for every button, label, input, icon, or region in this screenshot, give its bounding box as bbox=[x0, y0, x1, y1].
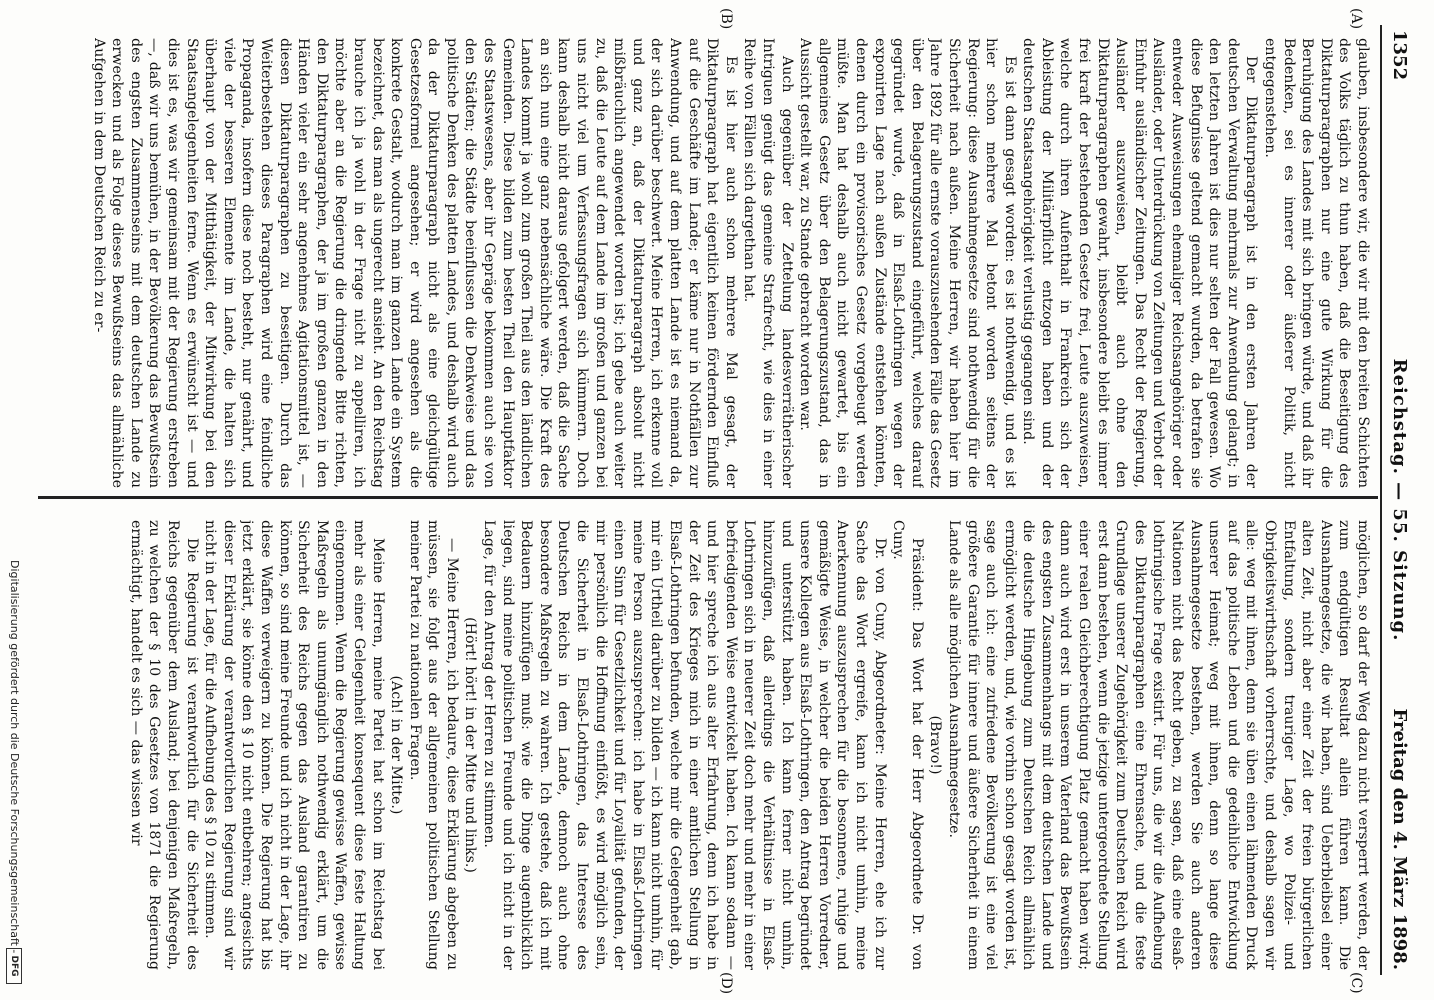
paragraph: Es ist dann gesagt worden: es ist nothwendig, und es ist hier schon mehrere Mal betont worden seitens der Regierung: diese Ausnahmegesetze sind nothwendig für die Sicherheit nach außen. Meine Herren, wir haben hier im Jahre 1892 für alle ernste vorauszusehenden Fälle das Gesetz über den Belagerungszustand eingeführt, welches darauf gegründet wurde, daß in Elsaß-Lothringen wegen der exponirten Lage nach außen Zustände entstehen könnten, denen durch ein provisorisches Gesetz vorgebeugt werden müßte. Man hat deshalb auch nicht gewartet, bis ein allgemeines Gesetz über den Belagerungszustand, das in Aussicht gestellt war, zu Stande gebracht worden war. bbox=[797, 38, 1018, 488]
page-number: 1352 bbox=[1389, 30, 1410, 81]
dfg-logo: DFG bbox=[6, 948, 22, 984]
left-column bbox=[42, 38, 1372, 488]
paragraph: Meine Herren, meine Partei hat schon im Reichstag bei mehr als einer Gelegenheit konsequent diese feste Haltung eingenommen. Wenn die Regierung gewisse Waffen, gewisse Maßregeln als unumgänglich nothwendig erklärt, um die Sicherheit des Reichs gegen das Ausland garantiren zu können, so sind meine Freunde und ich nicht in der Lage, ihr diese Waffen verweigern zu können. Die Regierung hat bis jetzt erklärt, sie könne den § 10 nicht entbehren; angesichts dieser Erklärung der verantwortlichen Regierung sind wir nicht in der Lage, für die Aufhebung des § 10 zu stimmen. bbox=[202, 520, 386, 970]
paragraph: — Meine Herren, ich bedaure, diese Erklärung abgeben zu müssen, sie folgt aus der allgemeinen politischen Stellung meiner Partei zu nationalen Fragen. bbox=[406, 520, 460, 970]
speech-cuny: Dr. von Cuny, Abgeordneter: Meine Herren, ehe ich zur Sache das Wort ergreife, kann ich nicht umhin, meine Anerkennung auszusprechen für die besonnene, ruhige und gemäßigte Weise, in welcher die beiden Herren Vorredner, unsere Kollegen aus Elsaß-Lothringen, den Antrag begründet und unterstützt haben. Ich kann ferner nicht umhin, hinzuzufügen, daß allerdings die Verhältnisse in Elsaß-Lothringen sich in neuerer Zeit doch mehr und mehr in einer befriedigenden Weise entwickelt haben. Ich kann sodann — und hier spreche ich aus alter Erfahrung, denn ich habe in der Zeit des Krieges mich in einer amtlichen Stellung in Elsaß-Lothringen befunden, welche mir die Gelegenheit gab, mir ein Urtheil darüber zu bilden — ich kann nicht umhin, für meine Person auszusprechen: ich habe in Elsaß-Lothringen einen Sinn für Gesetzlichkeit und für Loyalität gefunden, der mir persönlich die Hoffnung einflößt, es wird möglich sein, die Sicherheit in Elsaß-Lothringen, das Interesse des Deutschen Reichs in dem Lande, dennoch auch ohne besondere Maßregeln zu wahren. Ich gestehe, daß ich mit Bedauern hinzufügen muß: wie die Dinge augenblicklich liegen, sind meine politischen Freunde und ich nicht in der Lage, für den Antrag der Herren zu stimmen. bbox=[481, 520, 888, 970]
paragraph: Es ist hier auch schon mehrere Mal gesagt, der Diktaturparagraph hat eigentlich keinen fördernden Einfluß auf die Geschäfte im Lande; er käme nur in Nothfällen zur Anwendung, und auf dem platten Lande ist es niemand da, der sich darüber beschwert. Meine Herren, ich erkenne voll und ganz an, daß der Diktaturparagraph absolut nicht mißbräuchlich angewendet worden ist; ich gebe auch weiter zu, daß die Leute auf dem Lande im großen und ganzen bei uns nicht viel um Verfassungsfragen sich kümmern. Doch kann deshalb nicht daraus gefolgert werden, daß die Sache an sich nun eine ganz nebensächliche wäre. Die Kraft des Landes kommt ja wohl zum großen Theil aus den ländlichen Gemeinden. Diese bilden zum besten Theil den Hauptfaktor des Staatswesens, aber ihr Gepräge bekommen auch sie von den Städten; die Städte beeinflussen die Denkweise und das politische Denken des platten Landes, und deshalb wird auch da der Diktaturparagraph nicht als eine gleichgültige Gesetzesformel angesehen; er wird angesehen als die konkrete Gestalt, wodurch man im ganzen Lande ein System bezeichnet, das man als ungerecht ansieht. An den Reichstag brauche ich ja wohl in der Frage nicht zu appelliren, ich möchte aber an die Regierung die dringende Bitte richten, den Diktaturparagraphen, der ja im großen ganzen in den Händen vieler ein sehr angenehmes Agitationsmittel ist, — diesen Diktaturparagraphen zu beseitigen. Durch das Weiterbestehen dieses Paragraphen wird eine feindliche Propaganda, insofern diese noch besteht, nur genährt, und viele der besseren Elemente im Lande, die halten sich überhaupt von der Mitthätigkeit, der Mitwirkung bei den Staatsangelegenheiten ferne. Wenn es erwünscht ist — und dies ist es, was wir gemeinsam mit der Regierung erstreben —, daß wir uns bemühen, in der Bevölkerung das Bewußtsein des engsten Zusammenseins mit dem deutschen Lande zu erwecken und als Folge dieses Bewußtseins das allmähliche Aufgehen in dem Deutschen Reich zu er- bbox=[90, 38, 739, 488]
margin-letter-c: (C) bbox=[1348, 972, 1364, 994]
digitization-footer bbox=[4, 0, 24, 1000]
paragraph: Auch gegenüber der Zettelung landesverrätherischer Intriguen genügt das gemeine Strafrecht, wie dies in einer Reihe von Fällen sich dargethan hat. bbox=[741, 38, 795, 488]
paragraph: Der Diktaturparagraph ist in den ersten Jahren der deutschen Verwaltung mehrmals zur Anwendung gelangt; in den letzten Jahren ist dies nur selten der Fall gewesen. Wo diese Befugnisse geltend gemacht wurden, da betrafen sie entweder Ausweisungen ehemaliger Reichsangehöriger oder Ausländer, oder Unterdrückung von Zeitungen und Verbot der Einfuhr ausländischer Zeitungen. Das Recht der Regierung, Ausländer auszuweisen, bleibt auch ohne den Diktaturparagraphen gewahrt, insbesondere bleibt es immer frei kraft der bestehenden Gesetze frei, Leute auszuweisen, welche durch ihren Aufenthalt in Frankreich sich der Ableistung der Militärpflicht entzogen haben und der deutschen Staatsangehörigkeit verlustig gegangen sind. bbox=[1020, 38, 1260, 488]
margin-letter-b: (B) bbox=[718, 8, 734, 30]
column-divider bbox=[38, 496, 1378, 499]
paragraph: Die Regierung ist verantwortlich für die Sicherheit des Reichs gegenüber dem Ausland; bei denjenigen Maßregeln, zu welchen der § 10 des Gesetzes von 1871 die Regierung ermächtigt, handelt es sich — das wissen wir bbox=[127, 520, 200, 970]
paragraph: möglichen, so darf der Weg dazu nicht versperrt werden, der zum endgültigen Resultat allein führen kann. Die Ausnahmegesetze, die wir haben, sind Ueberbleibsel einer alten Zeit, nicht aber einer Zeit der freien bürgerlichen Entfaltung, sondern trauriger Lage, wo Polizei- und Obrigkeitswirthschaft vorherrschte, und deshalb sagen wir alle: weg mit ihnen, denn sie üben einen lähmenden Druck auf das politische Leben und die gedeihliche Entwicklung unserer Heimat; weg mit ihnen, denn so lange diese Ausnahmegesetze bestehen, werden Sie auch anderen Nationen nicht das Recht geben, zu sagen, daß eine elsaß-lothringische Frage existirt. Für uns, die wir die Aufhebung des Diktaturparagraphen eine Ehrensache, und die feste Grundlage unserer Zugehörigkeit zum Deutschen Reich wird erst dann bestehen, wenn die jetzige untergeordnete Stellung einer realen Gleichberechtigung Platz gemacht haben wird; dann auch wird erst in unserem Vaterland das Bewußtsein des engsten Zusammenhangs mit dem deutschen Lande und die deutsche Hingebung zum Deutschen Reich allmählich ermöglicht werden, und, wie vorhin schon gesagt worden ist, sage auch ich: eine zufriedene Bevölkerung ist eine viel größere Garantie für innere und äußere Sicherheit in einem Lande als alle möglichen Ausnahmegesetze. bbox=[945, 520, 1371, 970]
footer-credit: Digitalisierung gefördert durch die Deutsche Forschungsgemeinschaft - bbox=[8, 560, 21, 954]
header-rule bbox=[1380, 25, 1382, 975]
interjection: (Hört! hört! in der Mitte und links.) bbox=[462, 617, 479, 873]
session-date: Freitag den 4. März 1898. bbox=[1389, 708, 1410, 970]
right-column bbox=[42, 520, 1372, 970]
interjection: (Ach! in der Mitte.) bbox=[388, 675, 405, 815]
margin-letter-d: (D) bbox=[718, 972, 734, 995]
margin-letter-a: (A) bbox=[1348, 8, 1364, 30]
page-header bbox=[1376, 30, 1416, 970]
president-statement: Präsident: Das Wort hat der Herr Abgeordnete Dr. von Cuny. bbox=[890, 520, 925, 970]
applause-note: (Bravo!) bbox=[927, 715, 944, 775]
session-title: Reichstag. — 55. Sitzung. bbox=[1389, 358, 1410, 642]
paragraph: glauben, insbesondere wir, die wir mit den breiten Schichten des Volks täglich zu thun haben, daß die Beseitigung des Diktaturparagraphen nur eine gute Wirkung für die Beruhigung des Landes mit sich bringen würde, und daß ihr Bedenken, sei es innerer oder äußerer Politik, nicht entgegenstehen. bbox=[1262, 38, 1371, 488]
